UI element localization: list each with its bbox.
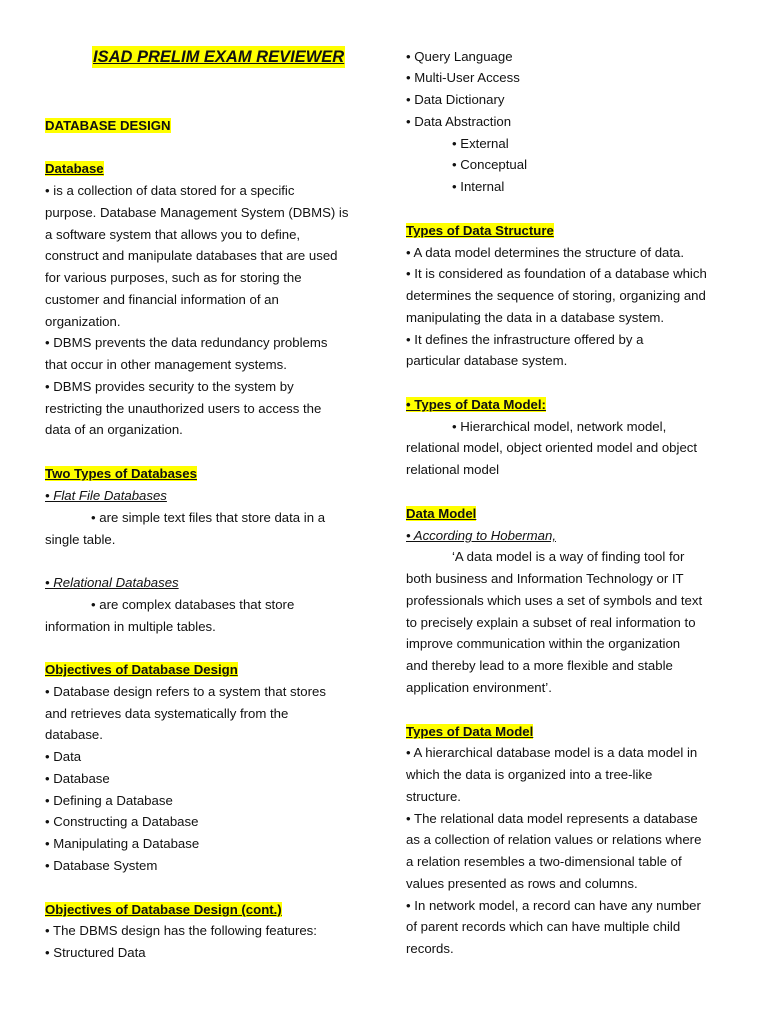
text-line: • Query Language (406, 49, 513, 64)
text-line: relational model, object oriented model and object (406, 440, 698, 455)
text-line: • Database System (45, 858, 158, 873)
text-line: structure. (406, 789, 461, 804)
text-line: as a collection of relation values or relations where (406, 832, 702, 847)
text-line: to precisely explain a subset of real information to (406, 615, 696, 630)
text-line: • The relational data model represents a database (406, 811, 698, 826)
subheading: • According to Hoberman, (406, 528, 556, 543)
text-line: particular database system. (406, 353, 568, 368)
text-line: of parent records which can have multiple child (406, 919, 681, 934)
text-line: a relation resembles a two-dimensional table of (406, 854, 682, 869)
text-line: professionals which uses a set of symbols and text (406, 593, 703, 608)
text-line: • Multi-User Access (406, 70, 520, 85)
text-line: which the data is organized into a tree-like (406, 767, 653, 782)
text-line: • It defines the infrastructure offered by a (406, 332, 644, 347)
text-line: • DBMS prevents the data redundancy problems (45, 335, 328, 350)
text-line: • It is considered as foundation of a database which (406, 266, 707, 281)
text-line: that occur in other management systems. (45, 357, 287, 372)
text-line: construct and manipulate databases that are used (45, 248, 338, 263)
subheading: • Relational Databases (45, 575, 179, 590)
section-heading: Objectives of Database Design (45, 662, 238, 677)
section-heading: Types of Data Model (406, 724, 534, 739)
document-title: ISAD PRELIM EXAM REVIEWER (93, 48, 345, 66)
text-line: information in multiple tables. (45, 619, 216, 634)
text-line: • Hierarchical model, network model, (452, 419, 667, 434)
text-line: • Manipulating a Database (45, 836, 200, 851)
text-line: • Structured Data (45, 945, 146, 960)
text-line: application environment’. (406, 680, 552, 695)
section-heading: Data Model (406, 506, 477, 521)
text-line: data of an organization. (45, 422, 183, 437)
text-line: a software system that allows you to define, (45, 227, 301, 242)
text-line: • Defining a Database (45, 793, 173, 808)
text-line: ‘A data model is a way of finding tool for (452, 549, 685, 564)
text-line: records. (406, 941, 454, 956)
section-heading: DATABASE DESIGN (45, 118, 171, 133)
text-line: • In network model, a record can have any number (406, 898, 701, 913)
text-line: database. (45, 727, 103, 742)
text-line: • Database (45, 771, 110, 786)
text-line: • A hierarchical database model is a data model in (406, 745, 698, 760)
text-line: determines the sequence of storing, organizing and (406, 288, 706, 303)
text-line: values presented as rows and columns. (406, 876, 638, 891)
text-line: • Data Abstraction (406, 114, 512, 129)
text-line: restricting the unauthorized users to access the (45, 401, 322, 416)
text-line: • are complex databases that store (91, 597, 295, 612)
section-heading: Objectives of Database Design (cont.) (45, 902, 282, 917)
text-line: and retrieves data systematically from the (45, 706, 289, 721)
text-line: for various purposes, such as for storing the (45, 270, 302, 285)
text-line: • Constructing a Database (45, 814, 199, 829)
text-line: both business and Information Technology or IT (406, 571, 684, 586)
text-line: • are simple text files that store data in a (91, 510, 326, 525)
text-line: purpose. Database Management System (DBMS) is (45, 205, 349, 220)
text-line: • External (452, 136, 509, 151)
text-line: • Data (45, 749, 82, 764)
text-line: single table. (45, 532, 116, 547)
text-line: • Data Dictionary (406, 92, 505, 107)
text-line: • The DBMS design has the following features: (45, 923, 317, 938)
text-line: • A data model determines the structure of data. (406, 245, 685, 260)
subheading: • Flat File Databases (45, 488, 167, 503)
text-line: • Internal (452, 179, 505, 194)
text-line: • is a collection of data stored for a specific (45, 183, 295, 198)
section-heading: Database (45, 161, 104, 176)
text-line: and thereby lead to a more flexible and stable (406, 658, 673, 673)
text-line: organization. (45, 314, 121, 329)
text-line: customer and financial information of an (45, 292, 279, 307)
text-line: • DBMS provides security to the system by (45, 379, 294, 394)
text-line: manipulating the data in a database system. (406, 310, 665, 325)
section-heading: Types of Data Structure (406, 223, 554, 238)
text-line: relational model (406, 462, 500, 477)
section-heading: Two Types of Databases (45, 466, 197, 481)
section-heading: • Types of Data Model: (406, 397, 546, 412)
text-line: • Conceptual (452, 157, 527, 172)
text-line: • Database design refers to a system that stores (45, 684, 326, 699)
text-line: improve communication within the organization (406, 636, 681, 651)
